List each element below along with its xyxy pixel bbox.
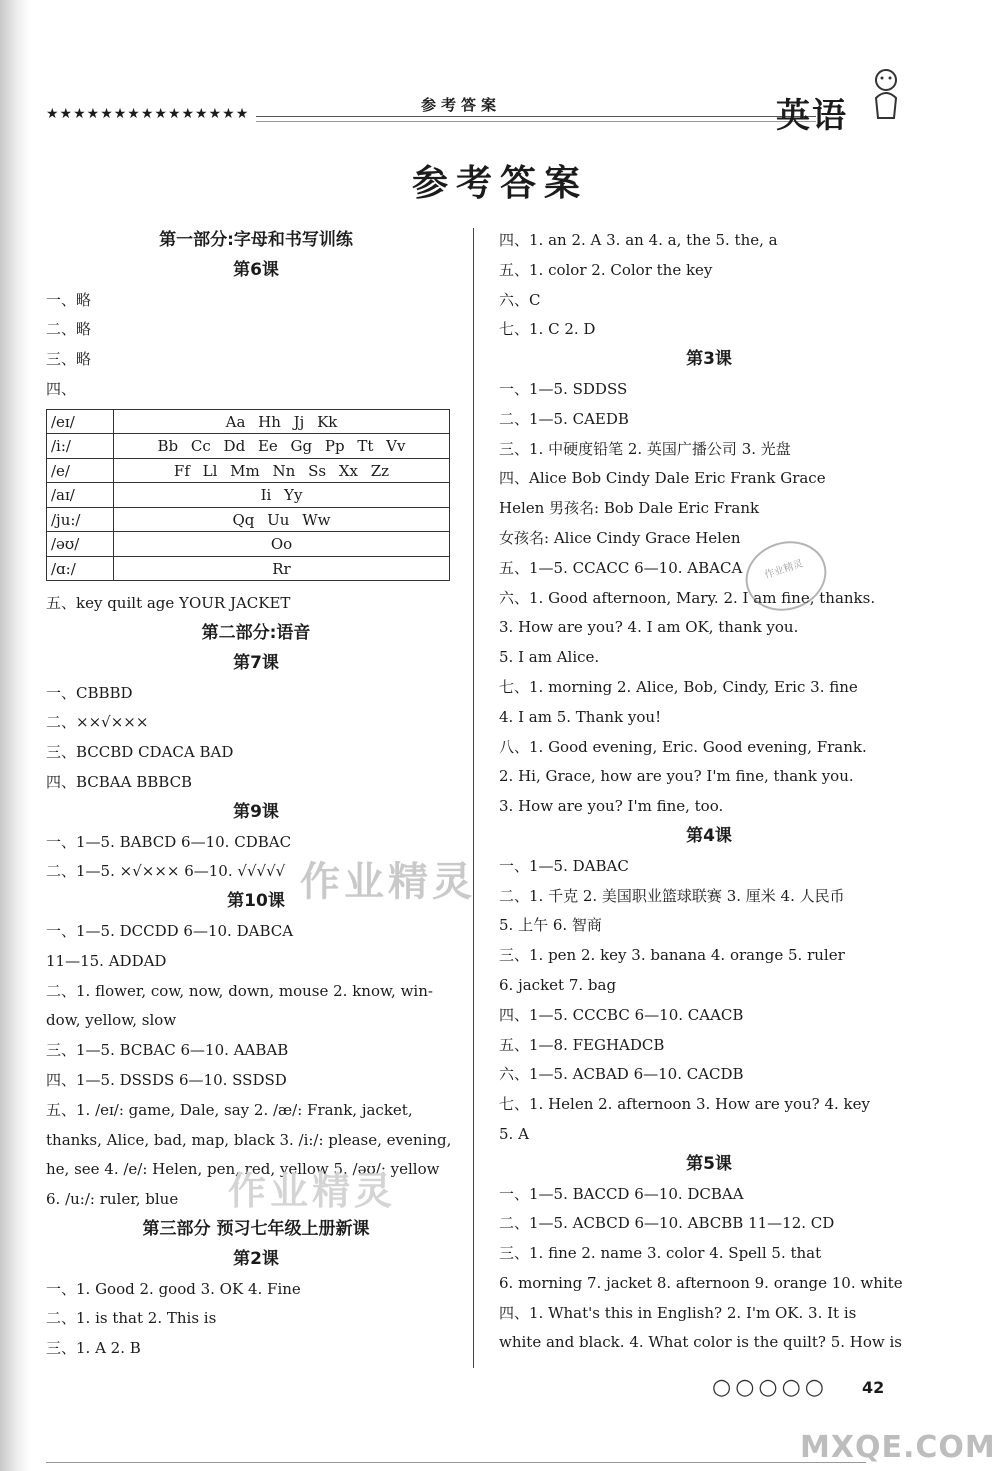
answer-line: 八、1. Good evening, Eric. Good evening, Frank. [499, 737, 867, 756]
lesson-heading: 第9课 [233, 801, 279, 822]
answer-line: 四、1. an 2. A 3. an 4. a, the 5. the, a [499, 231, 778, 249]
answer-line: 5. A [499, 1124, 529, 1143]
answer-line: 一、略 [46, 290, 92, 309]
section-heading: 第一部分:字母和书写训练 [159, 230, 353, 250]
letters-cell: Aa Hh Jj Kk [114, 409, 450, 434]
answer-line: 七、1. C 2. D [499, 320, 596, 339]
table-row [47, 507, 450, 532]
stamp-text: 作业精灵 [763, 558, 805, 582]
answer-line: 二、略 [46, 320, 92, 339]
table-row [47, 434, 450, 459]
phonetic-symbol: /ju:/ [47, 507, 114, 532]
header-rule-thin [256, 121, 816, 122]
letters-cell: Bb Cc Dd Ee Gg Pp Tt Vv [114, 434, 450, 459]
lesson-heading: 第10课 [227, 891, 285, 912]
answer-line: 6. morning 7. jacket 8. afternoon 9. orange 10. white [499, 1273, 903, 1292]
answer-line: 一、1—5. BACCD 6—10. DCBAA [499, 1184, 744, 1203]
answer-line: 一、1. Good 2. good 3. OK 4. Fine [46, 1279, 301, 1298]
answer-line: 六、1—5. ACBAD 6—10. CACDB [499, 1065, 744, 1084]
footer-rule [46, 1462, 866, 1463]
lesson-heading: 第3课 [686, 349, 732, 370]
site-watermark: MXQE.COM [800, 1430, 996, 1465]
answer-line: 五、1. color 2. Color the key [499, 260, 713, 279]
phonetic-symbol: /e/ [47, 458, 114, 483]
answer-line: 四、1. What's this in English? 2. I'm OK. 3. It is [499, 1303, 857, 1322]
answer-line: 二、1. 千克 2. 美国职业篮球联赛 3. 厘米 4. 人民币 [499, 886, 845, 905]
answer-line: 六、1. Good afternoon, Mary. 2. I am fine, thanks. [499, 588, 876, 607]
cartoon-icon [866, 58, 906, 128]
answer-line: 11—15. ADDAD [46, 951, 167, 970]
answer-line: 二、1. is that 2. This is [46, 1309, 217, 1328]
letters-cell: Qq Uu Ww [114, 507, 450, 532]
section-heading: 第三部分 预习七年级上册新课 [142, 1219, 370, 1240]
table-row [47, 409, 450, 434]
answer-line: 二、1—5. ACBCD 6—10. ABCBB 11—12. CD [499, 1214, 835, 1233]
answer-line: 四、Alice Bob Cindy Dale Eric Frank Grace [499, 469, 826, 488]
answer-line: 三、1. A 2. B [46, 1339, 141, 1358]
answer-line: 六、C [499, 290, 541, 309]
subject-logo: 英语 [776, 96, 848, 136]
letters-cell: Ii Yy [114, 483, 450, 508]
answer-line: 三、略 [46, 350, 92, 369]
letters-cell: Rr [114, 556, 450, 581]
answer-line: 6. jacket 7. bag [499, 975, 617, 994]
answer-line: 三、BCCBD CDACA BAD [46, 743, 234, 762]
answer-line: 七、1. Helen 2. afternoon 3. How are you? 4. key [499, 1095, 870, 1114]
answer-line: 2. Hi, Grace, how are you? I'm fine, thank you. [499, 767, 854, 786]
answer-line: 七、1. morning 2. Alice, Bob, Cindy, Eric 3. fine [499, 677, 858, 696]
header-stars: ★★★★★★★★★★★★★★★ [46, 106, 250, 122]
answer-line: 三、1. 中硬度铅笔 2. 英国广播公司 3. 光盘 [499, 439, 791, 458]
answer-line: 一、CBBBD [46, 683, 133, 702]
page-header [46, 88, 896, 134]
answer-line: thanks, Alice, bad, map, black 3. /i:/: please, evening, [46, 1130, 452, 1149]
phonetic-symbol: /ɑ:/ [47, 556, 114, 581]
right-column [499, 226, 919, 1358]
answer-line: 一、1—5. DABAC [499, 856, 629, 875]
phonetic-symbol: /eɪ/ [47, 409, 114, 434]
answer-line: 四、 [46, 379, 77, 398]
answer-line: 四、1—5. CCCBC 6—10. CAACB [499, 1005, 744, 1024]
answer-line: 二、1—5. ×√××× 6—10. √√√√√ [46, 862, 286, 881]
page-number: 42 [862, 1378, 885, 1397]
answer-line: 一、1—5. BABCD 6—10. CDBAC [46, 832, 292, 851]
answer-line: 二、1—5. CAEDB [499, 409, 629, 428]
answer-line: Helen 男孩名: Bob Dale Eric Frank [499, 499, 760, 518]
lesson-heading: 第4课 [686, 825, 732, 846]
answer-line: 5. I am Alice. [499, 648, 600, 667]
answer-line: white and black. 4. What color is the quilt? 5. How is [499, 1333, 902, 1352]
answer-line: 五、1. /eɪ/: game, Dale, say 2. /æ/: Frank, jacket, [46, 1100, 413, 1119]
answer-line: dow, yellow, slow [46, 1011, 177, 1030]
table-row [47, 532, 450, 557]
letters-cell: Oo [114, 532, 450, 557]
answer-line: 6. /u:/: ruler, blue [46, 1190, 179, 1209]
answer-line: 二、1. flower, cow, now, down, mouse 2. know, win- [46, 981, 433, 1000]
answer-line: 一、1—5. SDDSS [499, 379, 628, 398]
table-row [47, 483, 450, 508]
answer-line: 5. 上午 6. 智商 [499, 916, 602, 935]
answer-line: 4. I am 5. Thank you! [499, 707, 662, 726]
answer-line: he, see 4. /e/: Helen, pen, red, yellow 5. /əʊ/: yellow [46, 1160, 440, 1179]
answer-line: 五、1—5. CCACC 6—10. ABACA [499, 558, 743, 577]
answer-line: 三、1. fine 2. name 3. color 4. Spell 5. that [499, 1244, 822, 1263]
watermark: 作业精灵 [300, 859, 476, 905]
phonetic-symbol: /əʊ/ [47, 532, 114, 557]
watermark: 作业精灵 [228, 1169, 397, 1213]
section-heading: 第二部分:语音 [201, 623, 311, 644]
answer-line: 二、××√××× [46, 713, 149, 732]
answer-line: 五、1—8. FEGHADCB [499, 1035, 665, 1054]
table-row [47, 458, 450, 483]
footer-circles: ○○○○○ [712, 1375, 828, 1400]
letters-cell: Ff Ll Mm Nn Ss Xx Zz [114, 458, 450, 483]
phonetic-table [46, 409, 450, 582]
answer-line: 三、1—5. BCBAC 6—10. AABAB [46, 1041, 289, 1060]
answer-line: 一、1—5. DCCDD 6—10. DABCA [46, 922, 294, 941]
running-title: 参考答案 [421, 96, 502, 114]
phonetic-symbol: /aɪ/ [47, 483, 114, 508]
lesson-heading: 第5课 [686, 1153, 732, 1174]
lesson-heading: 第6课 [233, 259, 279, 280]
answer-line: 女孩名: Alice Cindy Grace Helen [499, 528, 741, 547]
page-edge-shadow [0, 0, 30, 1471]
answer-line: 三、1. pen 2. key 3. banana 4. orange 5. ruler [499, 946, 845, 965]
header-rule [256, 116, 816, 117]
phonetic-symbol: /i:/ [47, 434, 114, 459]
lesson-heading: 第7课 [233, 652, 279, 673]
lesson-heading: 第2课 [233, 1248, 279, 1269]
answer-line: 五、key quilt age YOUR JACKET [46, 594, 291, 613]
table-row [47, 556, 450, 581]
answer-line: 3. How are you? 4. I am OK, thank you. [499, 618, 799, 637]
answer-line: 四、BCBAA BBBCB [46, 773, 193, 792]
column-divider [473, 228, 474, 1368]
answer-line: 3. How are you? I'm fine, too. [499, 797, 724, 816]
answer-line: 四、1—5. DSSDS 6—10. SSDSD [46, 1071, 287, 1090]
page-title: 参考答案 [411, 162, 588, 204]
